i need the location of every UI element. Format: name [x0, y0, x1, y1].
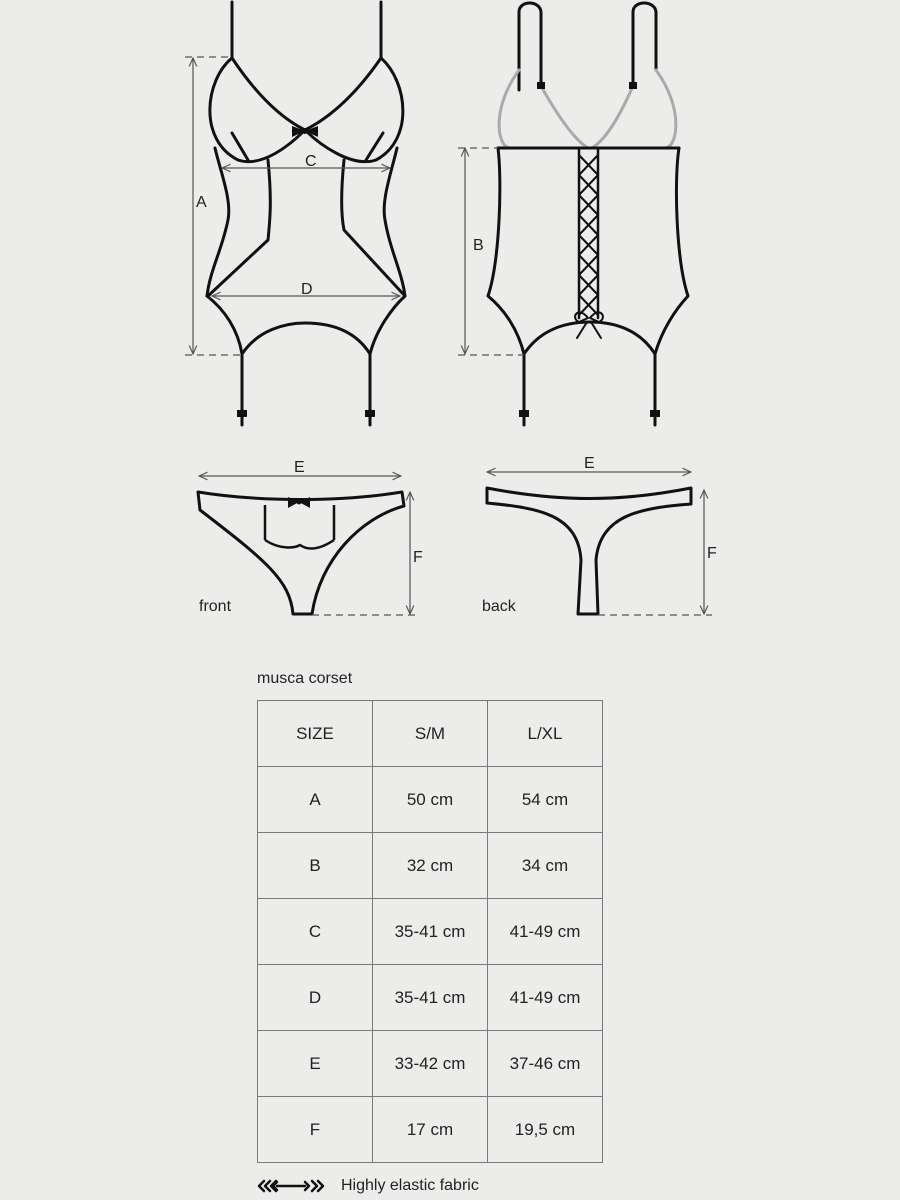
table-cell: 41-49 cm — [488, 965, 603, 1031]
table-row — [258, 1031, 603, 1097]
table-cell: 19,5 cm — [488, 1097, 603, 1163]
table-cell: 50 cm — [373, 767, 488, 833]
strap-slider-icon — [629, 82, 637, 89]
corset-front-drawing — [207, 2, 405, 425]
header-cell: SIZE — [258, 701, 373, 767]
dimension-label-d: D — [301, 281, 313, 298]
table-cell: 35-41 cm — [373, 899, 488, 965]
table-cell: E — [258, 1031, 373, 1097]
garter-clip-icon — [365, 410, 375, 417]
table-header-row — [258, 701, 603, 767]
table-cell: 32 cm — [373, 833, 488, 899]
table-cell: 35-41 cm — [373, 965, 488, 1031]
dimension-label-b: B — [473, 237, 484, 254]
garter-clip-icon — [650, 410, 660, 417]
bow-icon — [292, 126, 318, 137]
table-cell: 34 cm — [488, 833, 603, 899]
header-cell: S/M — [373, 701, 488, 767]
table-cell: 41-49 cm — [488, 899, 603, 965]
table-cell: 54 cm — [488, 767, 603, 833]
dimension-label-e-front: E — [294, 459, 305, 476]
garter-clip-icon — [237, 410, 247, 417]
table-cell: 37-46 cm — [488, 1031, 603, 1097]
table-row — [258, 1097, 603, 1163]
header-cell: L/XL — [488, 701, 603, 767]
elastic-fabric-icon — [257, 1178, 325, 1194]
table-row — [258, 767, 603, 833]
table-cell: 33-42 cm — [373, 1031, 488, 1097]
table-cell: C — [258, 899, 373, 965]
table-row — [258, 899, 603, 965]
legend — [257, 1176, 479, 1196]
table-title: musca corset — [257, 670, 353, 687]
size-table — [257, 700, 603, 1163]
dimension-label-e-back: E — [584, 455, 595, 472]
thong-front-drawing — [198, 492, 404, 614]
table-row — [258, 833, 603, 899]
dimension-label-f-front: F — [413, 549, 423, 566]
table-cell: D — [258, 965, 373, 1031]
table-cell: F — [258, 1097, 373, 1163]
thong-back-drawing — [487, 488, 691, 614]
legend-text: Highly elastic fabric — [341, 1177, 479, 1194]
table-row — [258, 965, 603, 1031]
dimension-label-f-back: F — [707, 545, 717, 562]
view-label-front: front — [199, 598, 232, 615]
dimension-label-a: A — [196, 194, 207, 211]
view-label-back: back — [482, 598, 516, 615]
table-cell: B — [258, 833, 373, 899]
table-cell: 17 cm — [373, 1097, 488, 1163]
table-cell: A — [258, 767, 373, 833]
dimension-label-c: C — [305, 153, 317, 170]
strap-slider-icon — [537, 82, 545, 89]
garter-clip-icon — [519, 410, 529, 417]
corset-back-drawing — [488, 3, 688, 425]
